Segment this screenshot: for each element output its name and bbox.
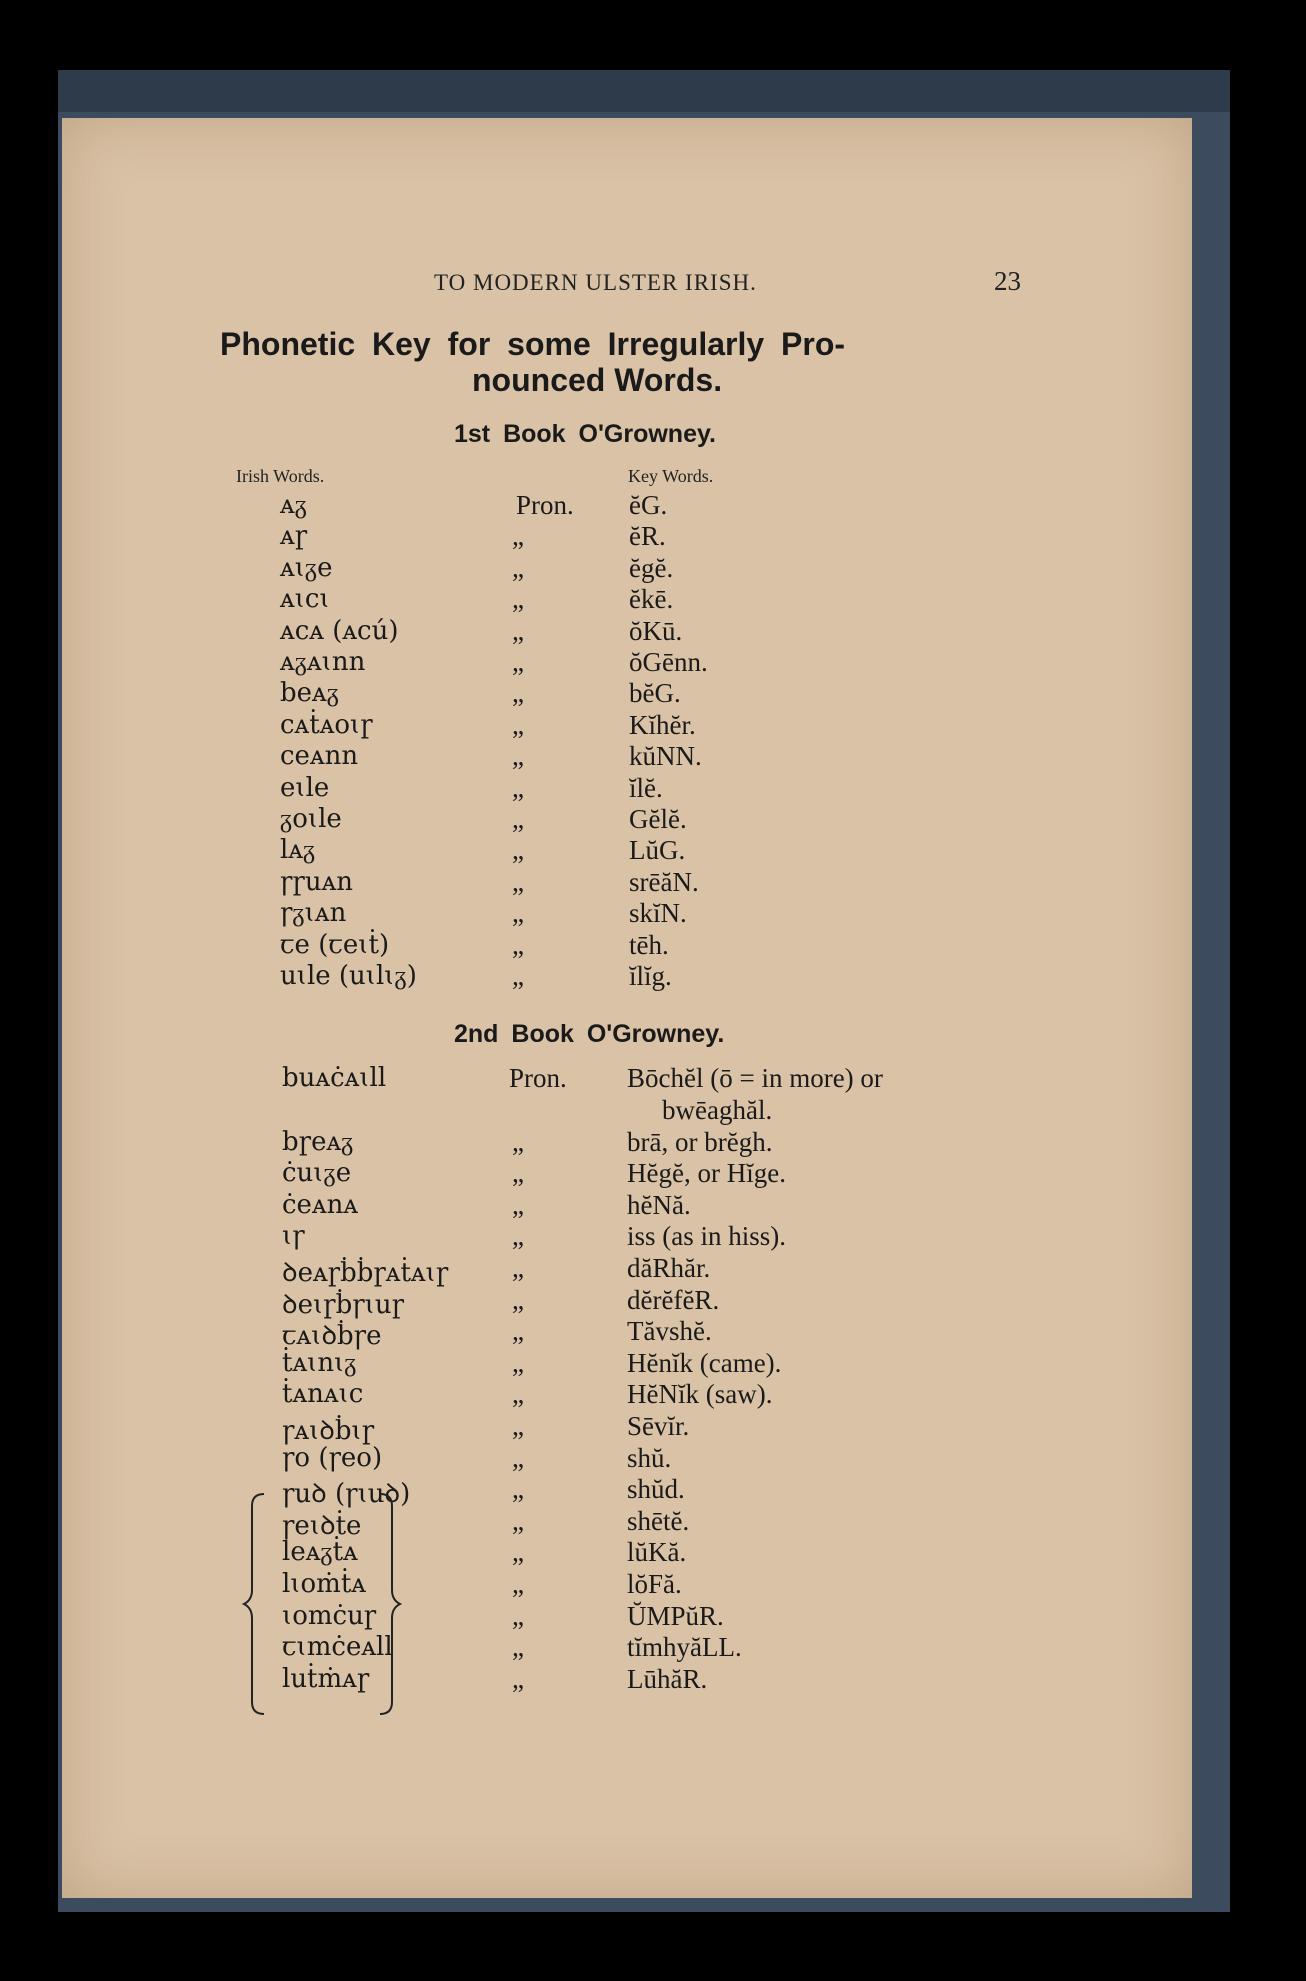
- key-word: hĕNă.: [627, 1189, 691, 1220]
- irish-word: bɼeᴀᵹ: [282, 1126, 354, 1157]
- table-row: [62, 1411, 1192, 1446]
- column-header-key: Key Words.: [628, 466, 714, 486]
- pron-marker: „: [512, 1442, 524, 1473]
- key-word-continuation: bwēaghăl.: [662, 1095, 773, 1125]
- table-row: [62, 1284, 1192, 1320]
- page-title-line2: nounced Words.: [472, 362, 723, 398]
- irish-word: ꝺeɩɼḃꞅɩuɼ: [282, 1289, 405, 1320]
- key-word: bĕG.: [629, 678, 681, 709]
- book-page: [62, 118, 1192, 1898]
- table-row: [62, 678, 1192, 710]
- irish-word: ᵹoɩle: [280, 804, 342, 834]
- irish-word: ꞅeɩꝺṫe: [282, 1510, 362, 1541]
- pron-marker: „: [512, 615, 524, 646]
- table-row: [62, 1253, 1192, 1288]
- table-row: [62, 773, 1192, 805]
- key-word: dăRhăr.: [627, 1253, 711, 1283]
- key-word: shŭ.: [627, 1442, 672, 1473]
- table-row: [62, 1632, 1192, 1664]
- key-word: lŭKă.: [627, 1537, 687, 1568]
- pron-marker: „: [512, 961, 524, 991]
- column-header-irish: Irish Words.: [236, 466, 325, 486]
- pron-marker: „: [512, 647, 524, 677]
- irish-word: cᴀṫᴀoɩɼ: [280, 709, 373, 740]
- key-word: kŭNN.: [629, 741, 702, 772]
- pron-marker: „: [512, 1284, 524, 1315]
- pron-marker: „: [512, 1569, 524, 1599]
- table-row: [62, 898, 1192, 930]
- irish-word: ᴀɼ: [280, 521, 308, 552]
- page-title-line1: Phonetic Key for some Irregularly Pro-: [220, 326, 846, 362]
- table-row: [62, 1348, 1192, 1380]
- section2-heading: 2nd Book O'Growney.: [454, 1020, 725, 1048]
- table-row: [62, 647, 1192, 679]
- key-word: ĕR.: [629, 521, 666, 552]
- irish-word: ꞇe (ꞇeɩṫ): [280, 929, 390, 960]
- irish-word: ꞇᴀɩꝺḃꞅe: [282, 1321, 382, 1352]
- irish-word: ᴀɩᵹe: [280, 552, 333, 583]
- pron-marker: „: [512, 1158, 524, 1189]
- irish-word: eɩle: [280, 772, 330, 803]
- key-word: Hĕnĭk (came).: [627, 1347, 782, 1378]
- key-word: ĭlĭg.: [629, 961, 672, 991]
- irish-word: ċuɩᵹe: [282, 1158, 352, 1189]
- pron-marker: „: [512, 1126, 524, 1157]
- key-word: ĭlĕ.: [629, 772, 663, 803]
- pron-marker: „: [512, 1411, 524, 1441]
- key-word: ŏGēnn.: [629, 647, 708, 677]
- irish-word: ꞅuꝺ (ꞅɩuꝺ): [282, 1479, 411, 1510]
- pron-marker: „: [512, 1379, 524, 1410]
- irish-word: ꞅᵹɩᴀn: [280, 898, 347, 929]
- key-word: shētĕ.: [627, 1505, 690, 1536]
- table-row: [62, 490, 1192, 522]
- pron-marker: „: [512, 1663, 524, 1694]
- key-word: tēh.: [629, 929, 669, 960]
- table-row: [62, 1221, 1192, 1253]
- table-row: [62, 1127, 1192, 1159]
- irish-word: ɩꞅ: [282, 1221, 305, 1252]
- irish-word: ᴀɩcɩ: [280, 584, 330, 615]
- table-row: [62, 741, 1192, 773]
- grouping-braces: [242, 1490, 402, 1720]
- key-word: ŏKū.: [629, 615, 683, 646]
- key-word: brā, or brĕgh.: [627, 1126, 773, 1157]
- pron-marker: „: [512, 1474, 524, 1505]
- pron-marker: „: [512, 1316, 524, 1347]
- table-row: [62, 930, 1192, 962]
- key-word: iss (as in hiss).: [627, 1221, 787, 1252]
- table-row: [62, 1505, 1192, 1541]
- key-word: tĭmhyăLL.: [627, 1632, 742, 1663]
- key-word: ĕG.: [629, 490, 668, 520]
- irish-word: ꞇɩmċeᴀll: [282, 1632, 393, 1663]
- key-word: Gĕlĕ.: [629, 804, 687, 834]
- irish-word: ᴀᵹ: [280, 490, 307, 520]
- table-row: [62, 1601, 1192, 1633]
- pron-marker: „: [512, 929, 524, 960]
- table-row: [62, 1443, 1192, 1475]
- pron-marker: Pron.: [509, 1063, 567, 1093]
- key-word: ĕgĕ.: [629, 552, 674, 583]
- irish-word: ꞅɼuᴀn: [280, 866, 354, 897]
- key-word: srēăN.: [629, 866, 699, 897]
- pron-marker: „: [512, 521, 524, 552]
- table-row: [62, 1379, 1192, 1411]
- pron-marker: „: [512, 584, 524, 615]
- key-word: Sēvĭr.: [627, 1411, 690, 1441]
- irish-word: buᴀċᴀɩll: [282, 1063, 387, 1093]
- pron-marker: „: [512, 709, 524, 740]
- irish-word: leᴀᵹṫᴀ: [282, 1537, 358, 1568]
- pron-marker: „: [512, 1537, 524, 1568]
- irish-word: ꞅᴀɩꝺḃɩɼ: [282, 1416, 375, 1446]
- key-word: skĭN.: [629, 898, 687, 929]
- table-row: [62, 1063, 1192, 1125]
- table-row: [62, 584, 1192, 616]
- pron-marker: „: [512, 1505, 524, 1536]
- irish-word: lɩoṁṫᴀ: [282, 1569, 366, 1599]
- irish-word: lᴀᵹ: [280, 835, 316, 866]
- key-word: dĕrĕfĕR.: [627, 1284, 720, 1315]
- table-row: [62, 1316, 1192, 1352]
- irish-word: ṫᴀɩnɩᵹ: [282, 1347, 357, 1378]
- pron-marker: „: [512, 835, 524, 866]
- key-word: Bōchĕl (ō = in more) or: [627, 1063, 883, 1093]
- pron-marker: „: [512, 898, 524, 929]
- key-word: HĕNĭk (saw).: [627, 1379, 773, 1410]
- irish-word: luṫṁᴀɼ: [282, 1663, 370, 1694]
- section1-heading: 1st Book O'Growney.: [454, 420, 716, 448]
- key-word: ĕkē.: [629, 584, 674, 615]
- table-row: [62, 835, 1192, 867]
- table-row: [62, 553, 1192, 585]
- irish-word: ṫᴀnᴀɩc: [282, 1379, 364, 1410]
- key-word: Kĭhĕr.: [629, 709, 696, 740]
- irish-word: ᴀᵹᴀɩnn: [280, 647, 366, 677]
- table-row: [62, 1474, 1192, 1510]
- table-row: [62, 616, 1192, 648]
- table-row: [62, 804, 1192, 836]
- pron-marker: „: [512, 804, 524, 834]
- table-row: [62, 961, 1192, 993]
- irish-word: ċeᴀnᴀ: [282, 1189, 359, 1220]
- table-row: [62, 1569, 1192, 1601]
- irish-word: ꝺeᴀɼḃḃɼᴀṫᴀɩɼ: [282, 1258, 449, 1288]
- pron-marker: „: [512, 1253, 524, 1283]
- pron-marker: „: [512, 866, 524, 897]
- pron-marker: „: [512, 1189, 524, 1220]
- pron-marker: „: [512, 1632, 524, 1663]
- table-row: [62, 710, 1192, 742]
- book-edge: [58, 70, 1230, 112]
- key-word: Hĕgĕ, or Hĭge.: [627, 1158, 786, 1189]
- irish-word: ᴀcᴀ (ᴀcú): [280, 615, 399, 646]
- irish-word: uɩle (uɩlɩᵹ): [280, 961, 417, 991]
- key-word: lŏFă.: [627, 1569, 682, 1599]
- irish-word: ꞅo (ꞅeo): [282, 1442, 383, 1473]
- pron-marker: „: [512, 772, 524, 803]
- table-row: [62, 1664, 1192, 1696]
- pron-marker: „: [512, 552, 524, 583]
- irish-word: ɩomċuɼ: [282, 1600, 377, 1631]
- running-header: TO MODERN ULSTER IRISH.: [434, 270, 757, 295]
- table-row: [62, 1158, 1192, 1190]
- table-row: [62, 867, 1192, 899]
- key-word: Tăvshĕ.: [627, 1316, 712, 1347]
- pron-marker: Pron.: [516, 490, 574, 520]
- irish-word: ceᴀnn: [280, 741, 359, 772]
- key-word: LūhăR.: [627, 1663, 708, 1694]
- table-row: [62, 1537, 1192, 1569]
- pron-marker: „: [512, 1347, 524, 1378]
- page-number: 23: [994, 266, 1021, 296]
- table-row: [62, 521, 1192, 553]
- key-word: LŭG.: [629, 835, 686, 866]
- pron-marker: „: [512, 741, 524, 772]
- pron-marker: „: [512, 678, 524, 709]
- table-row: [62, 1190, 1192, 1222]
- pron-marker: „: [512, 1600, 524, 1631]
- pron-marker: „: [512, 1221, 524, 1252]
- irish-word: beᴀᵹ: [280, 678, 339, 709]
- key-word: shŭd.: [627, 1474, 685, 1505]
- key-word: ŬMPŭR.: [627, 1600, 724, 1631]
